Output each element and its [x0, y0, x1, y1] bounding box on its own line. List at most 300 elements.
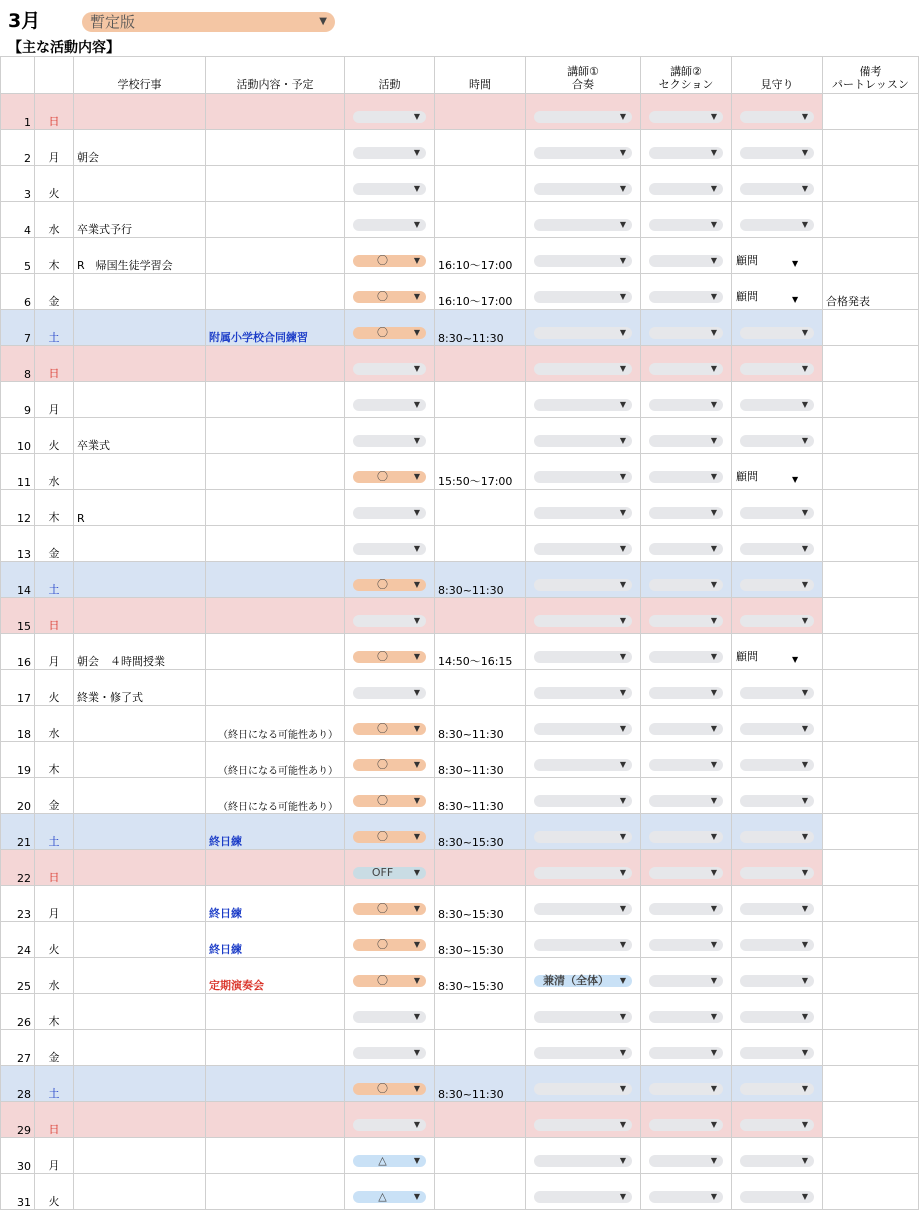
activity-content-cell[interactable] — [206, 166, 345, 202]
teacher1-cell[interactable] — [526, 454, 641, 490]
activity-cell[interactable] — [345, 1174, 435, 1210]
teacher2-cell[interactable] — [641, 526, 732, 562]
teacher2-select[interactable] — [649, 903, 723, 915]
school-event-cell[interactable] — [74, 526, 206, 562]
activity-select[interactable] — [353, 507, 426, 519]
school-event-cell[interactable] — [74, 310, 206, 346]
teacher2-cell[interactable] — [641, 202, 732, 238]
school-event-cell[interactable] — [74, 742, 206, 778]
teacher1-cell[interactable] — [526, 130, 641, 166]
teacher1-select[interactable] — [534, 651, 632, 663]
watch-select[interactable] — [740, 939, 814, 951]
activity-content-cell[interactable] — [206, 562, 345, 598]
time-cell[interactable] — [435, 454, 526, 490]
activity-cell[interactable] — [345, 562, 435, 598]
activity-cell[interactable] — [345, 202, 435, 238]
note-cell[interactable] — [823, 94, 919, 130]
teacher2-cell[interactable] — [641, 1174, 732, 1210]
time-cell[interactable] — [435, 1174, 526, 1210]
activity-select[interactable] — [353, 723, 426, 735]
watch-cell[interactable] — [732, 490, 823, 526]
note-cell[interactable] — [823, 130, 919, 166]
teacher1-select[interactable] — [534, 687, 632, 699]
teacher1-cell[interactable] — [526, 958, 641, 994]
activity-select[interactable] — [353, 183, 426, 195]
teacher2-cell[interactable] — [641, 562, 732, 598]
teacher2-cell[interactable] — [641, 1030, 732, 1066]
activity-content-cell[interactable] — [206, 94, 345, 130]
teacher2-select[interactable] — [649, 291, 723, 303]
activity-cell[interactable] — [345, 166, 435, 202]
school-event-cell[interactable] — [74, 202, 206, 238]
watch-cell[interactable] — [732, 526, 823, 562]
teacher1-select[interactable] — [534, 147, 632, 159]
watch-cell[interactable] — [732, 1174, 823, 1210]
activity-cell[interactable] — [345, 742, 435, 778]
activity-select[interactable] — [353, 903, 426, 915]
teacher1-cell[interactable] — [526, 562, 641, 598]
school-event-cell[interactable] — [74, 490, 206, 526]
teacher1-cell[interactable] — [526, 1174, 641, 1210]
teacher2-select[interactable] — [649, 471, 723, 483]
activity-select[interactable] — [353, 615, 426, 627]
teacher1-select[interactable] — [534, 363, 632, 375]
teacher2-cell[interactable] — [641, 130, 732, 166]
time-cell[interactable] — [435, 166, 526, 202]
activity-cell[interactable] — [345, 1066, 435, 1102]
school-event-cell[interactable] — [74, 814, 206, 850]
teacher1-cell[interactable] — [526, 1066, 641, 1102]
teacher2-cell[interactable] — [641, 1102, 732, 1138]
teacher1-select[interactable] — [534, 579, 632, 591]
teacher2-cell[interactable] — [641, 274, 732, 310]
watch-cell[interactable] — [732, 382, 823, 418]
school-event-cell[interactable] — [74, 238, 206, 274]
activity-select[interactable] — [353, 651, 426, 663]
activity-cell[interactable] — [345, 1102, 435, 1138]
activity-select[interactable] — [353, 363, 426, 375]
teacher2-select[interactable] — [649, 579, 723, 591]
teacher2-cell[interactable] — [641, 1138, 732, 1174]
teacher1-cell[interactable] — [526, 490, 641, 526]
watch-cell[interactable] — [732, 706, 823, 742]
teacher2-cell[interactable] — [641, 418, 732, 454]
note-cell[interactable] — [823, 418, 919, 454]
note-cell[interactable] — [823, 814, 919, 850]
activity-select[interactable] — [353, 291, 426, 303]
activity-content-cell[interactable] — [206, 130, 345, 166]
school-event-cell[interactable] — [74, 1102, 206, 1138]
activity-content-cell[interactable] — [206, 1066, 345, 1102]
teacher1-cell[interactable] — [526, 274, 641, 310]
teacher2-select[interactable] — [649, 615, 723, 627]
teacher1-cell[interactable] — [526, 850, 641, 886]
teacher2-select[interactable] — [649, 183, 723, 195]
school-event-cell[interactable] — [74, 994, 206, 1030]
watch-cell[interactable] — [732, 598, 823, 634]
activity-select[interactable] — [353, 759, 426, 771]
time-cell[interactable] — [435, 238, 526, 274]
watch-select[interactable] — [740, 435, 814, 447]
note-cell[interactable] — [823, 526, 919, 562]
note-cell[interactable] — [823, 670, 919, 706]
activity-select[interactable] — [353, 867, 426, 879]
activity-select[interactable] — [353, 975, 426, 987]
activity-cell[interactable] — [345, 958, 435, 994]
watch-select[interactable] — [740, 975, 814, 987]
teacher1-cell[interactable] — [526, 994, 641, 1030]
time-cell[interactable] — [435, 130, 526, 166]
activity-content-cell[interactable] — [206, 310, 345, 346]
time-cell[interactable] — [435, 814, 526, 850]
time-cell[interactable] — [435, 1030, 526, 1066]
activity-cell[interactable] — [345, 94, 435, 130]
teacher1-cell[interactable] — [526, 382, 641, 418]
school-event-cell[interactable] — [74, 958, 206, 994]
note-cell[interactable] — [823, 1138, 919, 1174]
teacher2-cell[interactable] — [641, 1066, 732, 1102]
teacher1-select[interactable] — [534, 543, 632, 555]
teacher2-select[interactable] — [649, 507, 723, 519]
watch-cell[interactable] — [732, 778, 823, 814]
activity-select[interactable] — [353, 327, 426, 339]
activity-content-cell[interactable] — [206, 1174, 345, 1210]
watch-select[interactable] — [740, 687, 814, 699]
note-cell[interactable] — [823, 202, 919, 238]
note-cell[interactable] — [823, 1066, 919, 1102]
watch-cell[interactable] — [732, 958, 823, 994]
time-cell[interactable] — [435, 562, 526, 598]
activity-cell[interactable] — [345, 418, 435, 454]
watch-select[interactable] — [740, 219, 814, 231]
teacher1-select[interactable] — [534, 219, 632, 231]
teacher2-select[interactable] — [649, 1119, 723, 1131]
activity-cell[interactable] — [345, 310, 435, 346]
teacher2-select[interactable] — [649, 255, 723, 267]
teacher1-select[interactable] — [534, 1047, 632, 1059]
teacher1-cell[interactable] — [526, 814, 641, 850]
activity-select[interactable] — [353, 939, 426, 951]
watch-cell[interactable] — [732, 166, 823, 202]
watch-select[interactable] — [740, 1191, 814, 1203]
time-cell[interactable] — [435, 526, 526, 562]
school-event-cell[interactable] — [74, 1138, 206, 1174]
activity-select[interactable] — [353, 399, 426, 411]
watch-select[interactable] — [740, 399, 814, 411]
time-cell[interactable] — [435, 778, 526, 814]
activity-select[interactable] — [353, 1011, 426, 1023]
teacher1-select[interactable] — [534, 1083, 632, 1095]
watch-select[interactable] — [740, 1011, 814, 1023]
activity-cell[interactable] — [345, 346, 435, 382]
activity-select[interactable] — [353, 1083, 426, 1095]
teacher1-select[interactable] — [534, 111, 632, 123]
watch-cell[interactable] — [732, 94, 823, 130]
activity-cell[interactable] — [345, 382, 435, 418]
activity-select[interactable] — [353, 111, 426, 123]
watch-select[interactable] — [740, 327, 814, 339]
activity-cell[interactable] — [345, 598, 435, 634]
note-cell[interactable] — [823, 706, 919, 742]
watch-select[interactable] — [736, 288, 799, 304]
teacher1-select[interactable] — [534, 507, 632, 519]
time-cell[interactable] — [435, 742, 526, 778]
note-cell[interactable] — [823, 1102, 919, 1138]
teacher1-select[interactable] — [534, 399, 632, 411]
teacher2-cell[interactable] — [641, 994, 732, 1030]
activity-select[interactable] — [353, 1047, 426, 1059]
teacher1-cell[interactable] — [526, 922, 641, 958]
watch-select[interactable] — [740, 723, 814, 735]
teacher1-select[interactable] — [534, 939, 632, 951]
teacher2-cell[interactable] — [641, 886, 732, 922]
note-cell[interactable] — [823, 922, 919, 958]
activity-content-cell[interactable] — [206, 274, 345, 310]
watch-select[interactable] — [740, 831, 814, 843]
teacher1-select[interactable] — [534, 759, 632, 771]
watch-cell[interactable] — [732, 346, 823, 382]
watch-cell[interactable] — [732, 886, 823, 922]
activity-content-cell[interactable] — [206, 850, 345, 886]
teacher2-cell[interactable] — [641, 310, 732, 346]
teacher1-select[interactable] — [534, 1191, 632, 1203]
activity-content-cell[interactable] — [206, 958, 345, 994]
teacher2-select[interactable] — [649, 795, 723, 807]
note-cell[interactable] — [823, 454, 919, 490]
school-event-cell[interactable] — [74, 886, 206, 922]
watch-cell[interactable] — [732, 1066, 823, 1102]
teacher1-cell[interactable] — [526, 1102, 641, 1138]
teacher2-select[interactable] — [649, 1155, 723, 1167]
teacher1-select[interactable] — [534, 795, 632, 807]
teacher2-cell[interactable] — [641, 778, 732, 814]
teacher1-select[interactable] — [534, 867, 632, 879]
time-cell[interactable] — [435, 418, 526, 454]
note-cell[interactable] — [823, 850, 919, 886]
school-event-cell[interactable] — [74, 274, 206, 310]
teacher2-select[interactable] — [649, 651, 723, 663]
time-cell[interactable] — [435, 1066, 526, 1102]
teacher1-cell[interactable] — [526, 346, 641, 382]
teacher2-cell[interactable] — [641, 238, 732, 274]
activity-content-cell[interactable] — [206, 1030, 345, 1066]
activity-content-cell[interactable] — [206, 778, 345, 814]
school-event-cell[interactable] — [74, 346, 206, 382]
teacher2-cell[interactable] — [641, 850, 732, 886]
teacher1-select[interactable] — [534, 183, 632, 195]
watch-select[interactable] — [740, 1155, 814, 1167]
time-cell[interactable] — [435, 634, 526, 670]
teacher1-cell[interactable] — [526, 310, 641, 346]
school-event-cell[interactable] — [74, 130, 206, 166]
school-event-cell[interactable] — [74, 706, 206, 742]
note-cell[interactable] — [823, 1174, 919, 1210]
teacher2-select[interactable] — [649, 687, 723, 699]
teacher2-cell[interactable] — [641, 814, 732, 850]
activity-cell[interactable] — [345, 850, 435, 886]
activity-select[interactable] — [353, 255, 426, 267]
activity-content-cell[interactable] — [206, 670, 345, 706]
note-cell[interactable] — [823, 274, 919, 310]
note-cell[interactable] — [823, 238, 919, 274]
activity-content-cell[interactable] — [206, 922, 345, 958]
teacher1-select[interactable] — [534, 1011, 632, 1023]
note-cell[interactable] — [823, 382, 919, 418]
watch-cell[interactable] — [732, 562, 823, 598]
time-cell[interactable] — [435, 598, 526, 634]
note-cell[interactable] — [823, 958, 919, 994]
teacher2-select[interactable] — [649, 327, 723, 339]
watch-select[interactable] — [736, 648, 799, 664]
watch-cell[interactable] — [732, 670, 823, 706]
watch-select[interactable] — [740, 147, 814, 159]
activity-content-cell[interactable] — [206, 490, 345, 526]
version-dropdown[interactable] — [82, 12, 335, 32]
activity-select[interactable] — [353, 687, 426, 699]
school-event-cell[interactable] — [74, 922, 206, 958]
time-cell[interactable] — [435, 706, 526, 742]
activity-content-cell[interactable] — [206, 418, 345, 454]
watch-cell[interactable] — [732, 418, 823, 454]
watch-cell[interactable] — [732, 850, 823, 886]
watch-select[interactable] — [740, 111, 814, 123]
watch-select[interactable] — [740, 507, 814, 519]
school-event-cell[interactable] — [74, 166, 206, 202]
teacher1-cell[interactable] — [526, 238, 641, 274]
teacher1-cell[interactable] — [526, 526, 641, 562]
teacher1-cell[interactable] — [526, 1030, 641, 1066]
teacher1-select[interactable] — [534, 471, 632, 483]
watch-select[interactable] — [740, 615, 814, 627]
activity-content-cell[interactable] — [206, 886, 345, 922]
note-cell[interactable] — [823, 490, 919, 526]
watch-cell[interactable] — [732, 454, 823, 490]
teacher1-select[interactable] — [534, 255, 632, 267]
note-cell[interactable] — [823, 634, 919, 670]
activity-cell[interactable] — [345, 778, 435, 814]
teacher1-cell[interactable] — [526, 418, 641, 454]
activity-cell[interactable] — [345, 706, 435, 742]
activity-cell[interactable] — [345, 814, 435, 850]
activity-content-cell[interactable] — [206, 526, 345, 562]
teacher2-select[interactable] — [649, 1191, 723, 1203]
teacher2-select[interactable] — [649, 1011, 723, 1023]
activity-content-cell[interactable] — [206, 994, 345, 1030]
watch-cell[interactable] — [732, 1102, 823, 1138]
activity-content-cell[interactable] — [206, 598, 345, 634]
teacher1-select[interactable] — [534, 723, 632, 735]
time-cell[interactable] — [435, 670, 526, 706]
time-cell[interactable] — [435, 1138, 526, 1174]
activity-select[interactable] — [353, 831, 426, 843]
school-event-cell[interactable] — [74, 1066, 206, 1102]
teacher1-select[interactable] — [534, 435, 632, 447]
activity-cell[interactable] — [345, 922, 435, 958]
school-event-cell[interactable] — [74, 418, 206, 454]
activity-select[interactable] — [353, 579, 426, 591]
watch-select[interactable] — [736, 252, 799, 268]
watch-cell[interactable] — [732, 742, 823, 778]
teacher1-cell[interactable] — [526, 706, 641, 742]
watch-cell[interactable] — [732, 310, 823, 346]
teacher1-cell[interactable] — [526, 778, 641, 814]
watch-select[interactable] — [740, 1047, 814, 1059]
teacher1-select[interactable] — [534, 1119, 632, 1131]
time-cell[interactable] — [435, 382, 526, 418]
teacher2-cell[interactable] — [641, 670, 732, 706]
teacher2-select[interactable] — [649, 435, 723, 447]
teacher2-select[interactable] — [649, 723, 723, 735]
teacher1-select[interactable] — [534, 975, 632, 987]
teacher1-cell[interactable] — [526, 94, 641, 130]
activity-select[interactable] — [353, 435, 426, 447]
watch-select[interactable] — [740, 579, 814, 591]
teacher2-select[interactable] — [649, 363, 723, 375]
note-cell[interactable] — [823, 598, 919, 634]
watch-cell[interactable] — [732, 202, 823, 238]
watch-select[interactable] — [740, 183, 814, 195]
activity-content-cell[interactable] — [206, 742, 345, 778]
watch-cell[interactable] — [732, 922, 823, 958]
activity-cell[interactable] — [345, 490, 435, 526]
activity-content-cell[interactable] — [206, 238, 345, 274]
activity-cell[interactable] — [345, 274, 435, 310]
school-event-cell[interactable] — [74, 1030, 206, 1066]
time-cell[interactable] — [435, 490, 526, 526]
activity-select[interactable] — [353, 1155, 426, 1167]
time-cell[interactable] — [435, 886, 526, 922]
teacher2-select[interactable] — [649, 1083, 723, 1095]
time-cell[interactable] — [435, 958, 526, 994]
time-cell[interactable] — [435, 274, 526, 310]
watch-select[interactable] — [740, 759, 814, 771]
teacher2-cell[interactable] — [641, 598, 732, 634]
school-event-cell[interactable] — [74, 454, 206, 490]
time-cell[interactable] — [435, 202, 526, 238]
activity-content-cell[interactable] — [206, 382, 345, 418]
watch-select[interactable] — [736, 468, 799, 484]
note-cell[interactable] — [823, 778, 919, 814]
note-cell[interactable] — [823, 166, 919, 202]
teacher2-cell[interactable] — [641, 742, 732, 778]
teacher1-select[interactable] — [534, 903, 632, 915]
activity-cell[interactable] — [345, 886, 435, 922]
note-cell[interactable] — [823, 562, 919, 598]
teacher2-select[interactable] — [649, 939, 723, 951]
teacher2-cell[interactable] — [641, 490, 732, 526]
watch-select[interactable] — [740, 867, 814, 879]
watch-select[interactable] — [740, 903, 814, 915]
teacher1-cell[interactable] — [526, 1138, 641, 1174]
teacher2-select[interactable] — [649, 219, 723, 231]
activity-select[interactable] — [353, 795, 426, 807]
teacher1-select[interactable] — [534, 291, 632, 303]
school-event-cell[interactable] — [74, 598, 206, 634]
teacher1-select[interactable] — [534, 831, 632, 843]
teacher1-select[interactable] — [534, 1155, 632, 1167]
teacher2-select[interactable] — [649, 111, 723, 123]
school-event-cell[interactable] — [74, 382, 206, 418]
time-cell[interactable] — [435, 310, 526, 346]
teacher2-cell[interactable] — [641, 958, 732, 994]
time-cell[interactable] — [435, 922, 526, 958]
activity-content-cell[interactable] — [206, 634, 345, 670]
activity-cell[interactable] — [345, 1030, 435, 1066]
note-cell[interactable] — [823, 742, 919, 778]
activity-cell[interactable] — [345, 670, 435, 706]
teacher2-cell[interactable] — [641, 454, 732, 490]
teacher1-cell[interactable] — [526, 166, 641, 202]
